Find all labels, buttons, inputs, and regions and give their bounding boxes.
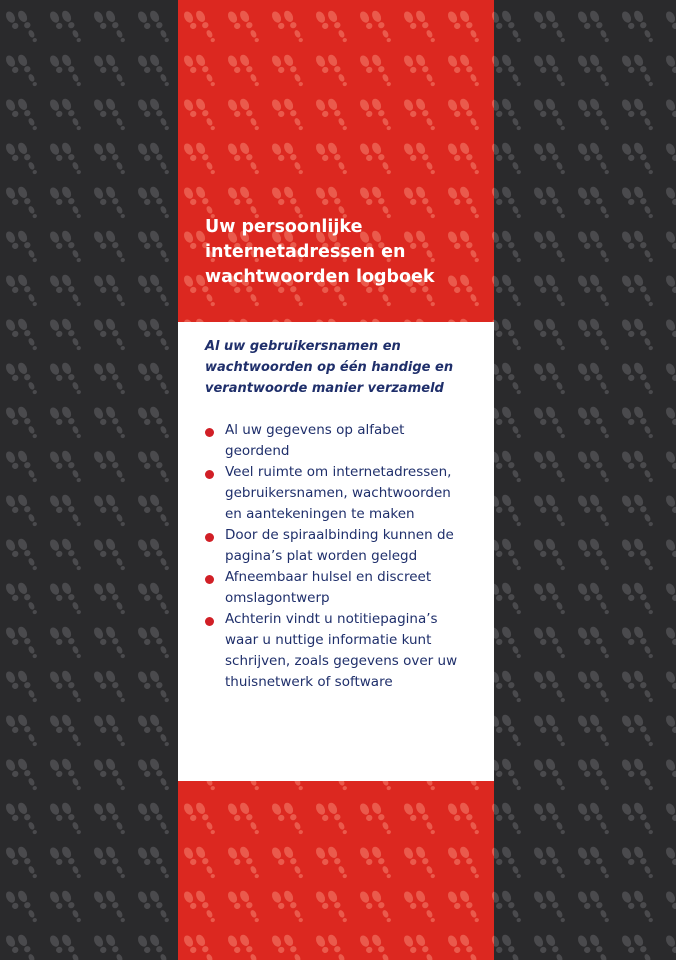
feature-line: Veel ruimte om internetadressen, xyxy=(225,464,452,480)
feature-line: Afneembaar hulsel en discreet xyxy=(225,569,432,585)
cover-subtitle-line: verantwoorde manier verzameld xyxy=(205,381,444,396)
feature-line: gebruikersnamen, wachtwoorden xyxy=(225,485,451,501)
feature-item xyxy=(205,567,490,609)
cover-subtitle xyxy=(205,336,485,399)
cover-title-line: Uw persoonlijke xyxy=(205,217,363,237)
feature-line: Achterin vindt u notitiepagina’s xyxy=(225,611,438,627)
cover-title-line: internetadressen en xyxy=(205,242,406,262)
cover-subtitle-line: Al uw gebruikersnamen en xyxy=(205,339,401,354)
feature-item xyxy=(205,462,490,525)
red-band xyxy=(178,0,494,960)
bullet-icon xyxy=(205,428,214,437)
feature-line: schrijven, zoals gegevens over uw xyxy=(225,653,458,669)
feature-line: en aantekeningen te maken xyxy=(225,506,415,522)
feature-line: pagina’s plat worden gelegd xyxy=(225,548,418,564)
bullet-icon xyxy=(205,617,214,626)
feature-line: waar u nuttige informatie kunt xyxy=(225,632,432,648)
feature-line: Al uw gegevens op alfabet xyxy=(225,422,405,438)
feature-item xyxy=(205,609,490,693)
feature-line: Door de spiraalbinding kunnen de xyxy=(225,527,454,543)
feature-item xyxy=(205,420,490,462)
cover-title-line: wachtwoorden logboek xyxy=(205,267,435,287)
bullet-icon xyxy=(205,470,214,479)
bullet-icon xyxy=(205,533,214,542)
feature-item xyxy=(205,525,490,567)
feature-line: geordend xyxy=(225,443,290,459)
feature-line: omslagontwerp xyxy=(225,590,330,606)
feature-line: thuisnetwerk of software xyxy=(225,674,393,690)
white-info-panel xyxy=(178,322,494,781)
cover-subtitle-line: wachtwoorden op één handige en xyxy=(205,360,454,375)
cover-title xyxy=(205,215,485,290)
feature-list xyxy=(205,420,490,693)
bullet-icon xyxy=(205,575,214,584)
